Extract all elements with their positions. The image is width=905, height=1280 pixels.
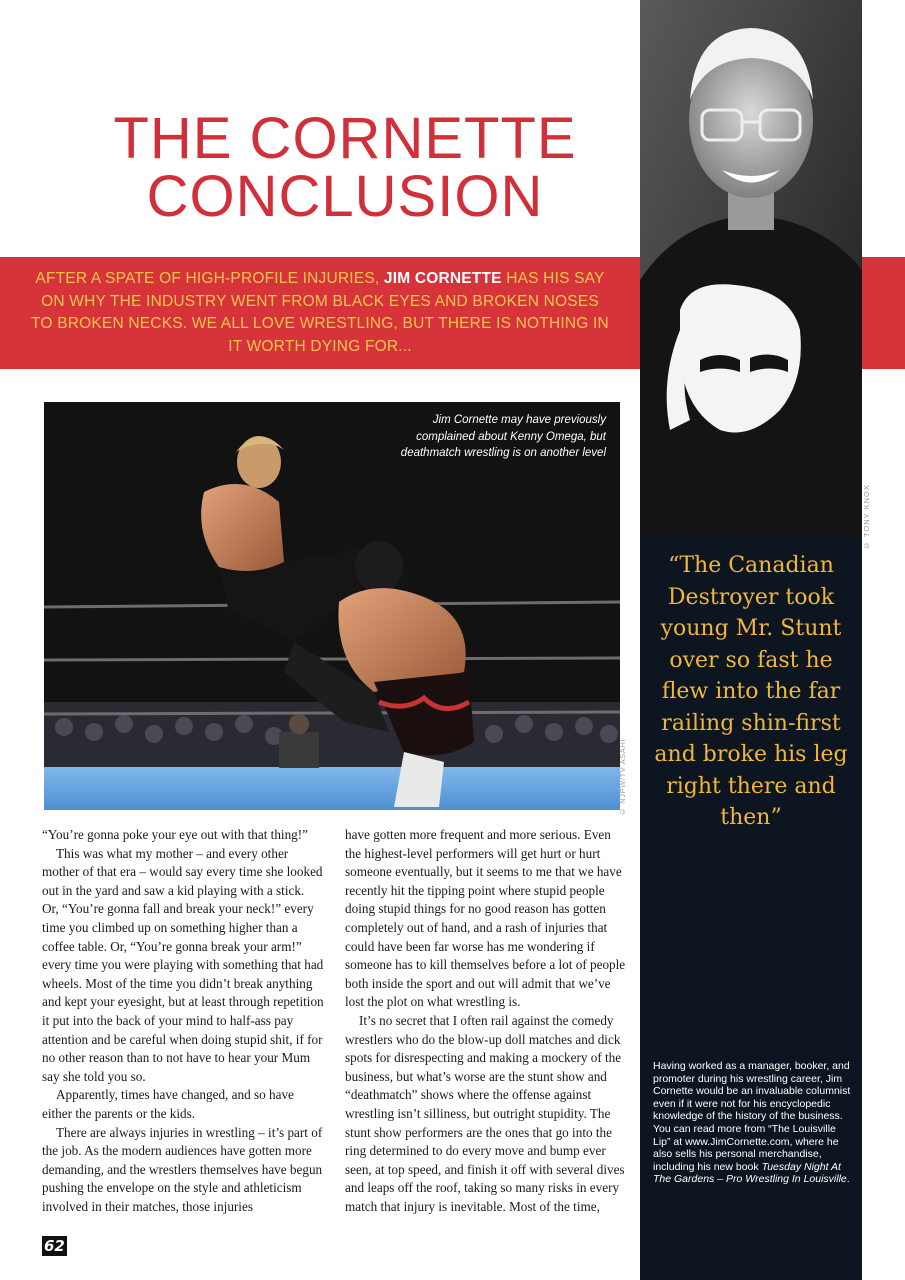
body-paragraph: There are always injuries in wrestling – it’s part of the job. As the modern audiences have gotten more demanding, and the wrestlers themselves have begun pushing the envelope on the style and athleticism involved in their matches, those injuries bbox=[42, 1124, 323, 1214]
body-column-2 bbox=[345, 826, 627, 1216]
wrestling-illustration bbox=[44, 402, 620, 810]
body-paragraph: have gotten more frequent and more serious. Even the highest-level performers will get hurt or hurt someone eventually, but it seems to me that we have recently hit the tipping point where stupid people doing stupid things for no good reason has gotten completely out of hand, and a rash of injuries that could have been far worse has me wondering if someone has to kill themselves before a lot of people both inside the sport and out will admit that we’ve lost the plot on what wrestling is. bbox=[345, 827, 626, 1010]
body-column-1 bbox=[42, 826, 324, 1216]
author-bio bbox=[653, 1060, 853, 1186]
standfirst-lead: AFTER A SPATE OF HIGH-PROFILE INJURIES, bbox=[35, 270, 384, 287]
bio-text: Having worked as a manager, booker, and promoter during his wrestling career, Jim Cornette would be an invaluable columnist even if it were not for his encyclopedic knowledge of the history of the business. You can read more from “The Louisville Lip” at www.JimCornette.com, where he also sells his personal merchandise, including his new book bbox=[653, 1060, 851, 1173]
standfirst bbox=[30, 268, 610, 358]
photo-caption: Jim Cornette may have previously complained about Kenny Omega, but deathmatch wrestling is on another level bbox=[400, 414, 606, 459]
portrait-illustration bbox=[640, 0, 862, 536]
portrait-credit: © TONY KNOX bbox=[862, 484, 871, 550]
headline-line-1: THE CORNETTE bbox=[113, 106, 577, 171]
portrait-photo bbox=[640, 0, 862, 536]
body-paragraph: It’s no secret that I often rail against the comedy wrestlers who do the blow-up doll matches and dick spots for disrespecting and making a mockery of the business, but what’s worse are the stunt show and “deathmatch” shows where the offense against wrestling isn’t silliness, but outright stupidity. The stunt show performers are the ones that go into the ring determined to do every move and bump ever seen, at top speed, and finish it off with several dives and leaps off the roof, taking so many risks in every match that injury is inevitable. Most of the time, bbox=[345, 1012, 625, 1214]
photo-credit: © NJPW/TV ASAHI bbox=[618, 738, 627, 816]
bio-book-title: Tuesday Night At The Gardens – Pro Wrestling In Louisville bbox=[653, 1160, 847, 1186]
body-paragraph: This was what my mother – and every other mother of that era – would say every time she looked out in the yard and saw a kid playing with a stick. Or, “You’re gonna fall and break your neck!” every time you climbed up on something higher than a coffee table. Or, “You’re gonna break your arm!” every time you were playing with something that had wheels. Most of the time you didn’t break anything and kept your eyesight, but at least through repetition it put into the back of your mind to half-ass pay attention and be careful when doing stupid shit, if for no other reason than to not have to hear your Mum say she told you so. bbox=[42, 845, 324, 1084]
body-paragraph: “You’re gonna poke your eye out with that thing!” bbox=[42, 827, 309, 842]
headline-line-2: CONCLUSION bbox=[146, 164, 544, 229]
body-paragraph: Apparently, times have changed, and so have either the parents or the kids. bbox=[42, 1087, 294, 1121]
standfirst-name: JIM CORNETTE bbox=[383, 270, 502, 287]
pull-quote: “The Canadian Destroyer took young Mr. Stunt over so fast he flew into the far railing shin-first and broke his leg right there and then” bbox=[654, 553, 848, 830]
page-number: 62 bbox=[44, 1237, 65, 1255]
standfirst-rest: HAS HIS SAY ON WHY THE INDUSTRY WENT FROM BLACK EYES AND BROKEN NOSES TO BROKEN NECKS. WE ALL LOVE WRESTLING, BUT THERE IS NOTHING IN IT WORTH DYING FOR... bbox=[31, 270, 609, 355]
bio-end: . bbox=[846, 1173, 850, 1186]
headline bbox=[60, 106, 630, 229]
wrestling-photo bbox=[44, 402, 620, 810]
